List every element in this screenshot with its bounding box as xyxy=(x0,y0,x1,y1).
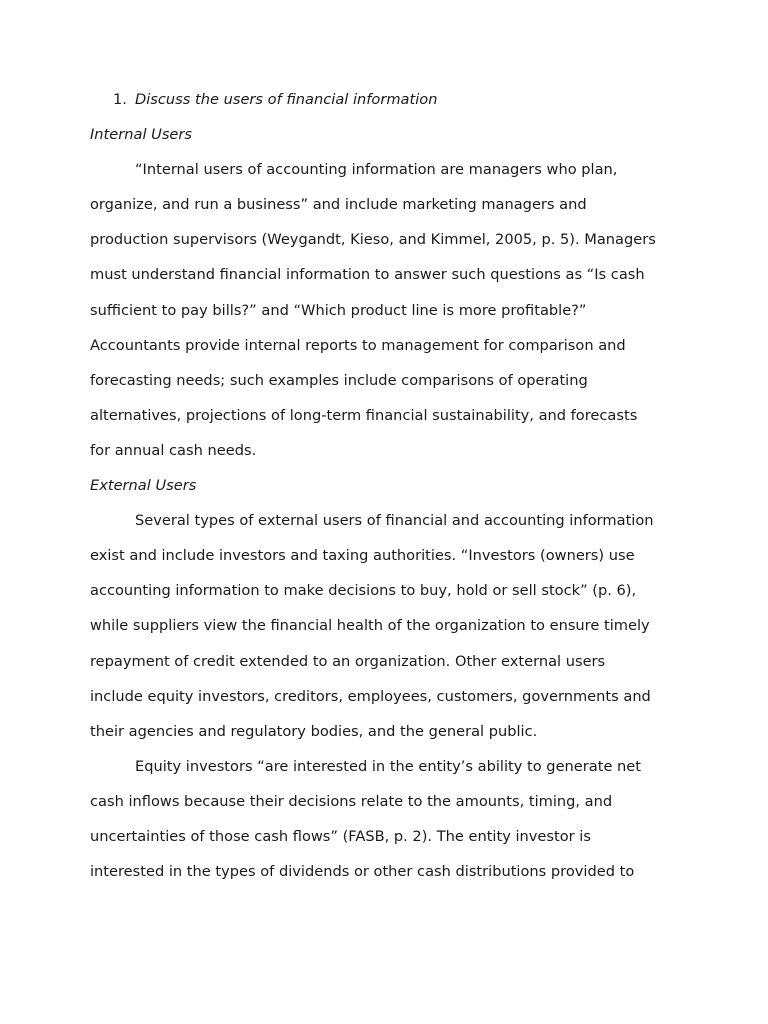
paragraph-line: production supervisors (Weygandt, Kieso, and Kimmel, 2005, p. 5). Managers xyxy=(90,231,656,249)
paragraph-line: “Internal users of accounting information are managers who plan, xyxy=(135,161,618,179)
paragraph-equity-investors xyxy=(90,749,690,889)
paragraph-line: organize, and run a business” and include marketing managers and xyxy=(90,196,587,214)
paragraph-line: uncertainties of those cash flows” (FASB, p. 2). The entity investor is xyxy=(90,827,591,845)
section-heading-internal-users: Internal Users xyxy=(90,126,193,144)
paragraph-line: exist and include investors and taxing authorities. “Investors (owners) use xyxy=(90,547,635,565)
paragraph-line: Several types of external users of financial and accounting information xyxy=(135,512,654,530)
paragraph-line: for annual cash needs. xyxy=(90,441,257,459)
paragraph-line: sufficient to pay bills?” and “Which product line is more profitable?” xyxy=(90,301,587,319)
question-number: 1. xyxy=(113,91,127,108)
paragraph-line: cash inflows because their decisions relate to the amounts, timing, and xyxy=(90,792,613,810)
paragraph-line: repayment of credit extended to an organization. Other external users xyxy=(90,652,606,670)
question-heading xyxy=(90,82,690,117)
paragraph-line: include equity investors, creditors, employees, customers, governments and xyxy=(90,687,651,705)
paragraph-line: accounting information to make decisions to buy, hold or sell stock” (p. 6), xyxy=(90,582,637,600)
paragraph-line: forecasting needs; such examples include comparisons of operating xyxy=(90,371,588,389)
paragraph-line: while suppliers view the financial health of the organization to ensure timely xyxy=(90,617,650,635)
document-body xyxy=(90,82,690,889)
paragraph-line: alternatives, projections of long-term financial sustainability, and forecasts xyxy=(90,406,638,424)
paragraph-line: must understand financial information to answer such questions as “Is cash xyxy=(90,266,645,284)
paragraph-internal-users xyxy=(90,152,690,468)
question-text: Discuss the users of financial information xyxy=(135,91,438,108)
paragraph-line: their agencies and regulatory bodies, and the general public. xyxy=(90,722,538,740)
paragraph-line: interested in the types of dividends or other cash distributions provided to xyxy=(90,863,635,881)
section-heading-external-users: External Users xyxy=(90,477,197,495)
paragraph-line: Equity investors “are interested in the entity’s ability to generate net xyxy=(135,757,642,775)
paragraph-line: Accountants provide internal reports to management for comparison and xyxy=(90,336,626,354)
paragraph-external-users-types xyxy=(90,503,690,749)
